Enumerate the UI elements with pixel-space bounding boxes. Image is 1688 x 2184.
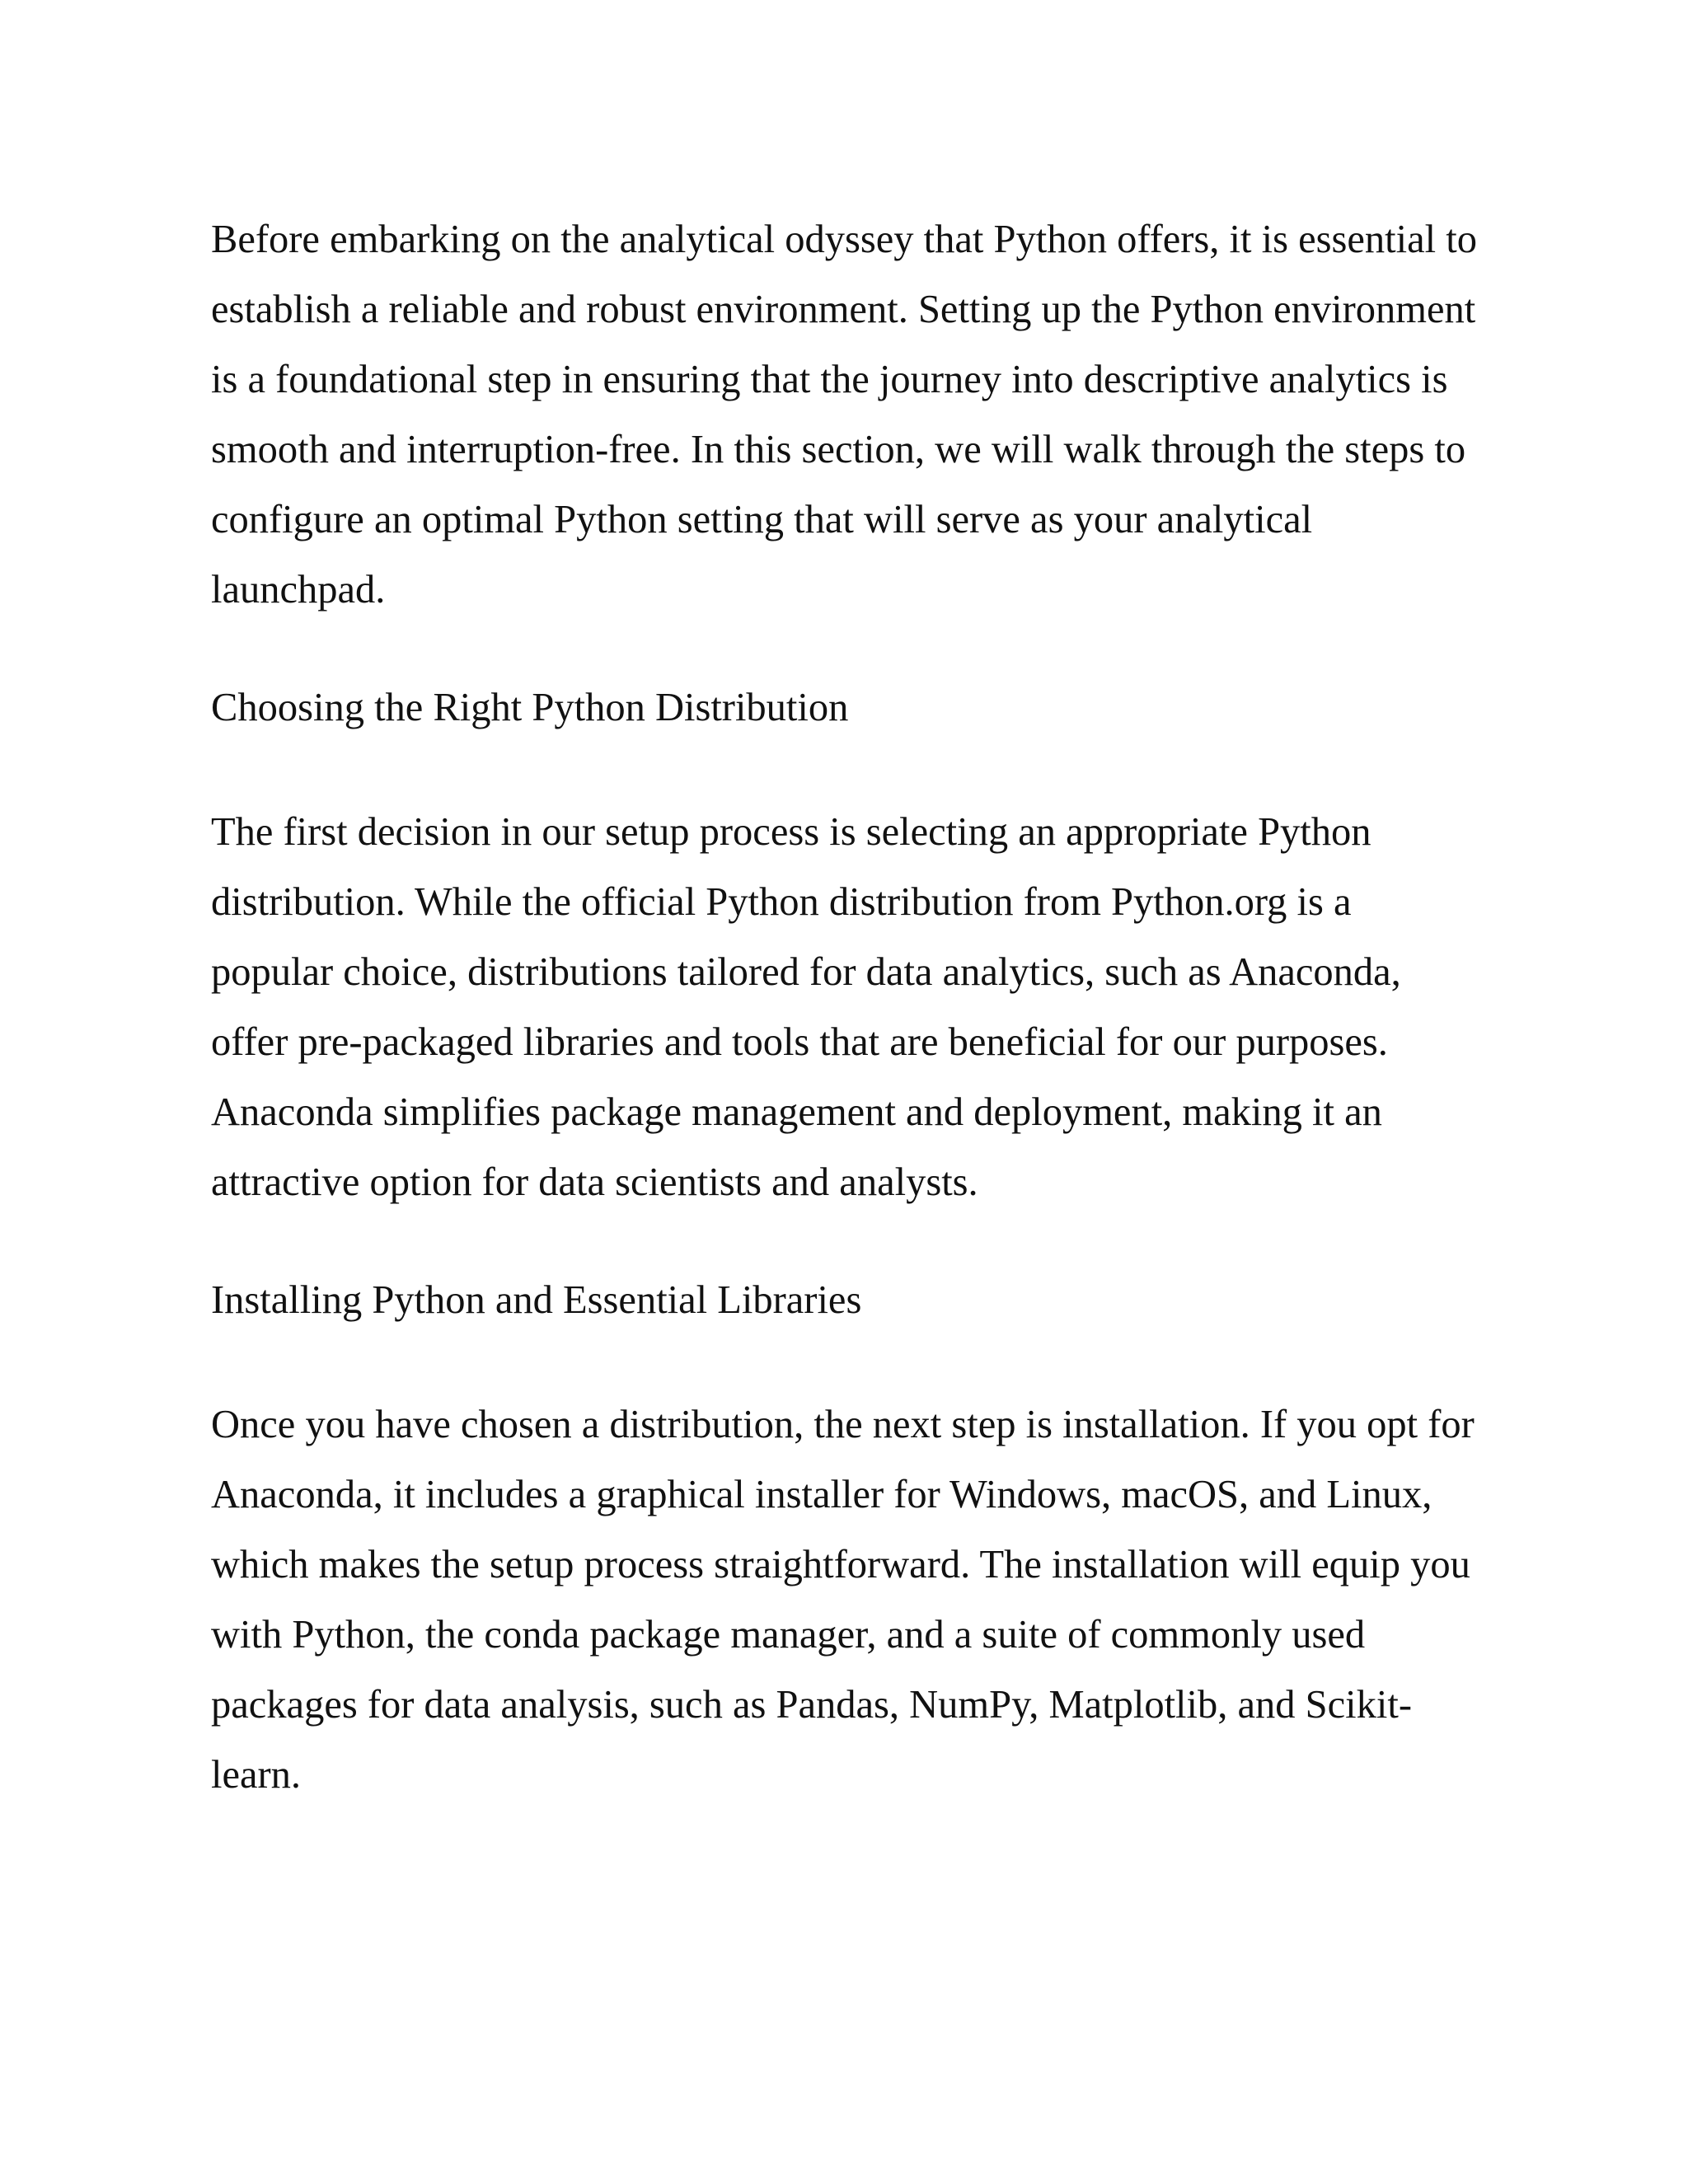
installation-paragraph: Once you have chosen a distribution, the next step is installation. If you opt for Anaconda, it includes a graphical installer for Windows, macOS, and Linux, which makes the setup process straightforward. The installation will equip you with Python, the conda package manager, and a suite of commonly used packages for data analysis, such as Pandas, NumPy, Matplotlib, and Scikit-learn. bbox=[211, 1403, 1475, 1797]
document-body bbox=[211, 204, 1480, 1810]
section-heading-installing: Installing Python and Essential Libraries bbox=[211, 1278, 862, 1322]
intro-paragraph: Before embarking on the analytical odyssey that Python offers, it is essential to establish a reliable and robust environment. Setting up the Python environment is a foundational step in ensuring that the journey into descriptive analytics is smooth and interruption-free. In this section, we will walk through the steps to configure an optimal Python setting that will serve as your analytical launchpad. bbox=[211, 218, 1477, 612]
section-heading-distribution: Choosing the Right Python Distribution bbox=[211, 686, 849, 729]
distribution-paragraph: The first decision in our setup process is selecting an appropriate Python distribution. While the official Python distribution from Python.org is a popular choice, distributions tailored for data analytics, such as Anaconda, offer pre-packaged libraries and tools that are beneficial for our purposes. Anaconda simplifies package management and deployment, making it an attractive option for data scientists and analysts. bbox=[211, 810, 1401, 1204]
